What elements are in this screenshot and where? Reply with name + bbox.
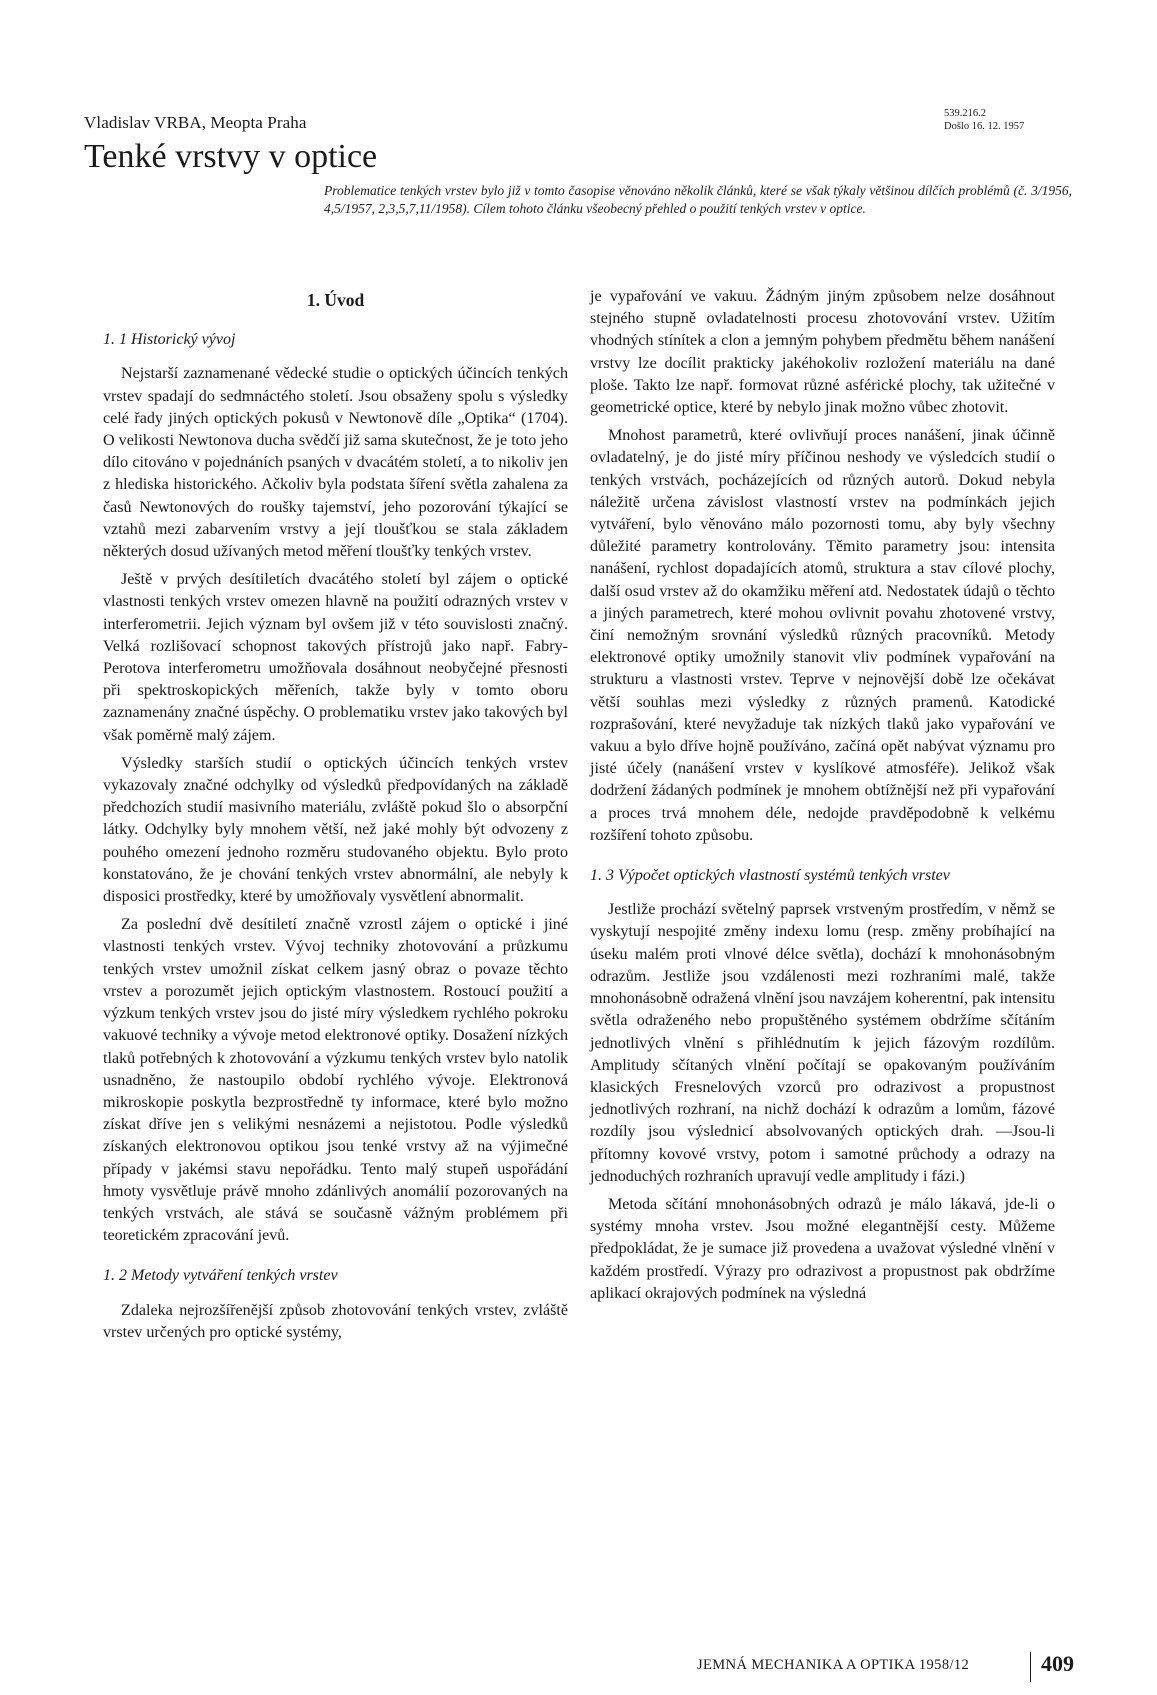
received-date: Došlo 16. 12. 1957 bbox=[944, 121, 1025, 132]
paragraph: Výsledky starších studií o optických účincích tenkých vrstev vykazovaly značné odchylky od výsledků předpovídaných na základě předchozích studií masivního materiálu, zvláště pokud šlo o absorpční látky. Odchylky byly mnohem větší, než jaké mohly být odvozeny z pouhého omezení jednoho rozměru studovaného objektu. Bylo proto konstatováno, že je chování tenkých vrstev abnormální, ale nebyly k disposici prostředky, které by umožňovaly vysvětlení abnormalit. bbox=[103, 754, 568, 906]
page-number: 409 bbox=[1041, 1651, 1074, 1676]
subsection-title: 1. 1 Historický vývoj bbox=[103, 331, 236, 349]
paragraph: Jestliže prochází světelný paprsek vrstveným prostředím, v němž se vyskytují nespojité změny indexu lomu (resp. změny probíhající na úseku malém proti vlnové délce světla), dochází k mnohonásobným odrazům. Jestliže jsou vzdálenosti mezi rozhraními malé, takže mnohonásobně odražená vlnění jsou navzájem koherentní, pak intensitu světla odraženého nebo propuštěného systémem obdržíme sčítáním jednotlivých vlnění s přihlédnutím k jejich fázovým rozdílům. Amplitudy sčítaných vlnění počítají se opakovaným používáním klasických Fresnelových vzorců pro odrazivost a propustnost jednotlivých rozhraní, na nichž dochází k odrazům a lomům, fázové rozdíly jsou výslednicí absolvovaných optických drah. —Jsou-li přítomny kovové vrstvy, potom i samotné průchody a odrazy na jednoduchých rozhraních upravují vedle amplitudy i fázi.) bbox=[590, 901, 1055, 1185]
section-title: 1. Úvod bbox=[306, 290, 365, 310]
paragraph: Nejstarší zaznamenané vědecké studie o optických účincích tenkých vrstev spadají do sedmnáctého století. Jsou obsaženy spolu s výsledky celé řady jiných optických pokusů v Newtonově díle „Optika“ (1704). O velikosti Newtonova ducha svědčí již sama skutečnost, že je toto jeho dílo citováno v pojednáních psaných v dvacátém století, a to nikoliv jen z hlediska historického. Ačkoliv byla podstata šíření světla zahalena za časů Newtonových do roušky tajemství, jeho pozorování týkající se vztahů mezi zabarvením vrstvy a její tloušťkou se stala základem některých dosud užívaných metod měření tloušťky tenkých vrstev. bbox=[103, 365, 568, 561]
right-column bbox=[590, 286, 1055, 1311]
paragraph: je vypařování ve vakuu. Žádným jiným způsobem nelze dosáhnout stejného stupně ovladatelnosti procesu zhotovování vrstev. Užitím vhodných stínítek a clon a jemným pohybem předmětu během nanášení vrstvy lze docílit prakticky jakéhokoliv rozložení materiálu na dané ploše. Takto lze např. formovat různé asférické plochy, tak užitečné v geometrické optice, které by nebylo jinak možno vůbec zhotovit. bbox=[590, 288, 1055, 417]
left-column bbox=[103, 289, 568, 1350]
udc-code: 539.216.2 bbox=[944, 108, 986, 119]
footer-journal: JEMNÁ MECHANIKA A OPTIKA 1958/12 bbox=[697, 1657, 970, 1673]
abstract: Problematice tenkých vrstev bylo již v tomto časopise věnováno několik článků, které se však týkaly většinou dílčích problémů (č. 3/1956, 4,5/1957, 2,3,5,7,11/1958). Cílem tohoto článku všeobecný přehled o použití tenkých vrstev v optice. bbox=[324, 183, 1072, 216]
paragraph: Ještě v prvých desítiletích dvacátého století byl zájem o optické vlastnosti tenkých vrstev omezen hlavně na použití odrazných vrstev v interferometrii. Jejich význam byl ovšem již v této souvislosti značný. Velká rozlišovací schopnost takových přístrojů jako např. Fabry-Perotova interferometru umožňovala dosáhnout neobyčejné přesnosti při spektroskopických měřeních, takže byly v tomto oboru zaznamenány značné úspěchy. O problematiku vrstev jako takových byl však poměrně malý zájem. bbox=[103, 571, 568, 744]
subsection-title: 1. 2 Metody vytváření tenkých vrstev bbox=[103, 1267, 338, 1285]
paragraph: Metoda sčítání mnohonásobných odrazů je málo lákavá, jde-li o systémy mnoha vrstev. Jsou možné elegantnější cesty. Můžeme předpokládat, že je sumace již provedena a uvažovat výsledné vlnění v každém prostředí. Výrazy pro odrazivost a propustnost pak obdržíme aplikací okrajových podmínek na výsledná bbox=[590, 1195, 1055, 1302]
paragraph: Mnohost parametrů, které ovlivňují proces nanášení, jinak účinně ovladatelný, je do jisté míry příčinou neshody ve výsledcích studií o tenkých vrstvách, pocházejících od různých autorů. Dokud nebyla náležitě určena závislost vlastností vrstev na podmínkách jejich vytváření, bylo věnováno málo pozornosti tomu, aby byly všechny důležité parametry kontrolovány. Těmito parametry jsou: intensita nanášení, rychlost dopadajících atomů, struktura a stav cílové plochy, další osud vrstev až do okamžiku měření atd. Nedostatek údajů o těchto a jiných parametrech, které mohou ovlivnit povahu zhotovené vrstvy, činí nemožným srovnání výsledků různých pracovníků. Metody elektronové optiky umožnily stanovit vliv podmínek vypařování na strukturu a vlastnosti vrstev. Teprve v nejnovější době lze očekávat větší souhlas mezi výsledky z různých pramenů. Katodické rozprašování, které nevyžaduje tak nízkých tlaků jako vypařování ve vakuu a bylo dříve hojně používáno, začíná opět nabývat významu pro jisté účely (nanášení vrstev v kyslíkové atmosféře). Jelikož však dodržení žádaných podmínek je mnohem obtížnější než při vypařování a proces trvá mnohem déle, nedojde pravděpodobně k velkému rozšíření tohoto způsobu. bbox=[590, 427, 1055, 844]
author-line: Vladislav VRBA, Meopta Praha bbox=[84, 113, 307, 132]
paragraph: Za poslední dvě desítiletí značně vzrostl zájem o optické i jiné vlastnosti tenkých vrstev. Vývoj techniky zhotovování a průzkumu tenkých vrstev umožnil získat celkem jasný obraz o povaze těchto vrstev a porozumět jejich optickým vlastnostem. Rostoucí použití a výzkum tenkých vrstev jsou do jisté míry výsledkem rychlého pokroku vakuové techniky a vývoje metod elektronové optiky. Dosažení nízkých tlaků potřebných k zhotovování a výzkumu tenkých vrstev bylo natolik usnadněno, že nastoupilo období rychlého vývoje. Elektronová mikroskopie poskytla bezprostředně ty informace, které bylo možno získat dříve jen s velikými nesnázemi a nejistotou. Podle výsledků získaných elektronovou optikou jsou tenké vrstvy až na výjimečné případy v jakémsi stavu nepořádku. Tento malý stupeň uspořádání hmoty vysvětluje právě mnoho zdánlivých anomálií pozorovaných na tenkých vrstvách, ale stává se současně vážným problémem při teoretickém zpracování jevů. bbox=[103, 916, 568, 1245]
article-title: Tenké vrstvy v optice bbox=[84, 138, 378, 175]
footer-divider bbox=[1030, 1652, 1031, 1682]
udc-block bbox=[944, 107, 1024, 133]
subsection-title: 1. 3 Výpočet optických vlastností systémů tenkých vrstev bbox=[590, 867, 950, 885]
paragraph: Zdaleka nejrozšířenější způsob zhotovování tenkých vrstev, zvláště vrstev určených pro optické systémy, bbox=[103, 1301, 568, 1341]
